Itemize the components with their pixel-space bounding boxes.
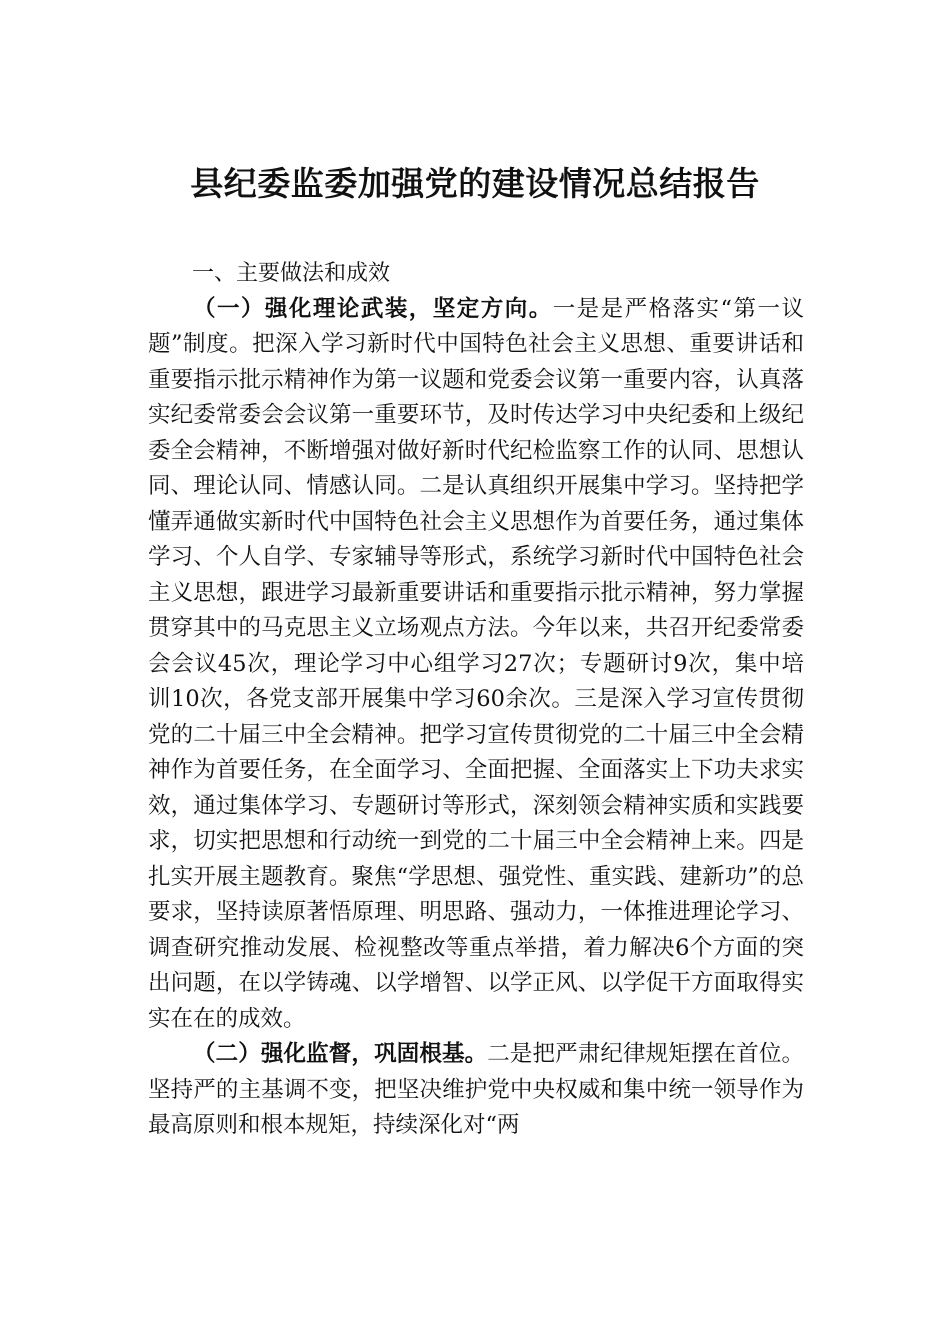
paragraph-subheading: （一）强化理论武装，坚定方向。 bbox=[193, 295, 553, 322]
paragraph-subheading: （二）强化监督，巩固根基。 bbox=[193, 1041, 488, 1067]
paragraph-text: 一是是严格落实“第一议题”制度。把深入学习新时代中国特色社会主义思想、重要讲话和重要指示批示精神作为第一议题和党委会议第一重要内容，认真落实纪委常委会会议第一重要环节，及时传达学习中央纪委和上级纪委全会精神，不断增强对做好新时代纪检监察工作的认同、思想认同、理论认同、情感认同。二是认真组织开展集中学习。坚持把学懂弄通做实新时代中国特色社会主义思想作为首要任务，通过集体学习、个人自学、专家辅导等形式，系统学习新时代中国特色社会主义思想，跟进学习最新重要讲话和重要指示批示精神，努力掌握贯穿其中的马克思主义立场观点方法。今年以来，共召开纪委常委会会议45次，理论学习中心组学习27次；专题研讨9次，集中培训10次，各党支部开展集中学习60余次。三是深入学习宣传贯彻党的二十届三中全会精神。把学习宣传贯彻党的二十届三中全会精神作为首要任务，在全面学习、全面把握、全面落实上下功夫求实效，通过集体学习、专题研讨等形式，深刻领会精神实质和实践要求，切实把思想和行动统一到党的二十届三中全会精神上来。四是扎实开展主题教育。聚焦“学思想、强党性、重实践、建新功”的总要求，坚持读原著悟原理、明思路、强动力，一体推进理论学习、调查研究推动发展、检视整改等重点举措，着力解决6个方面的突出问题，在以学铸魂、以学增智、以学正风、以学促干方面取得实实在在的成效。 bbox=[148, 295, 804, 1032]
section-heading: 一、主要做法和成效 bbox=[192, 261, 391, 286]
document-title: 县纪委监委加强党的建设情况总结报告 bbox=[190, 164, 760, 203]
paragraph-supervision bbox=[148, 1037, 804, 1144]
paragraph-theory-armament bbox=[148, 292, 804, 1038]
document-body bbox=[148, 256, 804, 1144]
paragraph-text: 二是把严肃纪律规矩摆在首位。坚持严的主基调不变，把坚决维护党中央权威和集中统一领导作为最高原则和根本规矩，持续深化对“两 bbox=[148, 1041, 804, 1138]
